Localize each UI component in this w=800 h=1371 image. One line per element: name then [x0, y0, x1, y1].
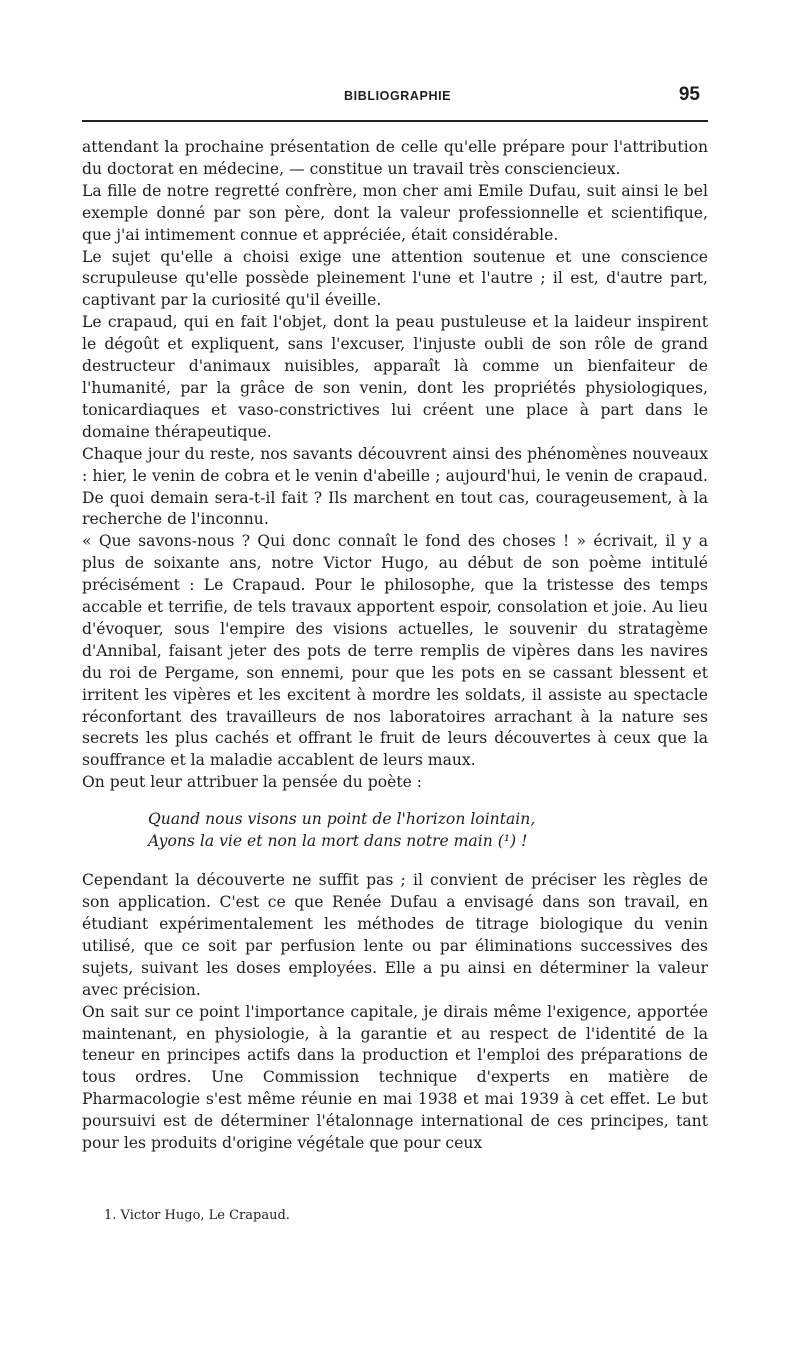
- page-header: [82, 86, 708, 112]
- paragraph: La fille de notre regretté confrère, mon cher ami Emile Dufau, suit ainsi le bel exemple donné par son père, dont la valeur professionnelle et scientifique, que j'ai intimement connue et appréciée, était considérable.: [82, 181, 708, 244]
- body-text: [82, 137, 708, 1155]
- document-page: [82, 0, 708, 1371]
- page-number: 95: [678, 84, 700, 105]
- poem-quote: [148, 808, 708, 852]
- paragraph: attendant la prochaine présentation de celle qu'elle prépare pour l'attribution du doctorat en médecine, — constitue un travail très consciencieux.: [82, 138, 708, 178]
- footnote: 1. Victor Hugo, Le Crapaud.: [104, 1208, 290, 1223]
- paragraph: Le crapaud, qui en fait l'objet, dont la peau pustuleuse et la laideur inspirent le dégoût et expliquent, sans l'excuser, l'injuste oubli de son rôle de grand destructeur d'animaux nuisibles, apparaît là comme un bienfaiteur de l'humanité, par la grâce de son venin, dont les propriétés physiologiques, tonicardiaques et vaso-constrictives lui créent une place à part dans le domaine thérapeutique.: [82, 313, 708, 441]
- paragraph: On peut leur attribuer la pensée du poète :: [82, 773, 423, 792]
- poem-line: Quand nous visons un point de l'horizon lointain,: [148, 810, 536, 829]
- paragraph: « Que savons-nous ? Qui donc connaît le fond des choses ! » écrivait, il y a plus de soixante ans, notre Victor Hugo, au début de son poème intitulé précisément : Le Crapaud. Pour le philosophe, que la tristesse des temps accable et terrifie, de tels travaux apportent espoir, consolation et joie. Au lieu d'évoquer, sous l'empire des visions actuelles, le souvenir du stratagème d'Annibal, faisant jeter des pots de terre remplis de vipères dans les navires du roi de Pergame, son ennemi, pour que les pots en se cassant blessent et irritent les vipères et les excitent à mordre les soldats, il assiste au spectacle réconfortant des travailleurs de nos laboratoires arrachant à la nature ses secrets les plus cachés et offrant le fruit de leurs découvertes à ceux que la souffrance et la maladie accablent de leurs maux.: [82, 532, 708, 770]
- paragraph: On sait sur ce point l'importance capitale, je dirais même l'exigence, apportée maintenant, en physiologie, à la garantie et au respect de l'identité de la teneur en principes actifs dans la production et l'emploi des préparations de tous ordres. Une Commission technique d'experts en matière de Pharmacologie s'est même réunie en mai 1938 et mai 1939 à cet effet. Le but poursuivi est de déterminer l'étalonnage international de ces principes, tant pour les produits d'origine végétale que pour ceux: [82, 1002, 708, 1153]
- running-title: BIBLIOGRAPHIE: [344, 89, 452, 103]
- header-rule: [82, 120, 708, 122]
- paragraph: Chaque jour du reste, nos savants découvrent ainsi des phénomènes nouveaux : hier, le venin de cobra et le venin d'abeille ; aujourd'hui, le venin de crapaud. De quoi demain sera-t-il fait ? Ils marchent en tout cas, courageusement, à la recherche de l'inconnu.: [82, 444, 708, 529]
- poem-line: Ayons la vie et non la mort dans notre main (¹) !: [148, 832, 528, 851]
- paragraph: Cependant la découverte ne suffit pas ; il convient de préciser les règles de son application. C'est ce que Renée Dufau a envisagé dans son travail, en étudiant expérimentalement les méthodes de titrage biologique du venin utilisé, que ce soit par perfusion lente ou par éliminations successives des sujets, suivant les doses employées. Elle a pu ainsi en déterminer la valeur avec précision.: [82, 871, 708, 999]
- paragraph: Le sujet qu'elle a choisi exige une attention soutenue et une conscience scrupuleuse qu'elle possède pleinement l'une et l'autre ; il est, d'autre part, captivant par la curiosité qu'il éveille.: [82, 247, 708, 310]
